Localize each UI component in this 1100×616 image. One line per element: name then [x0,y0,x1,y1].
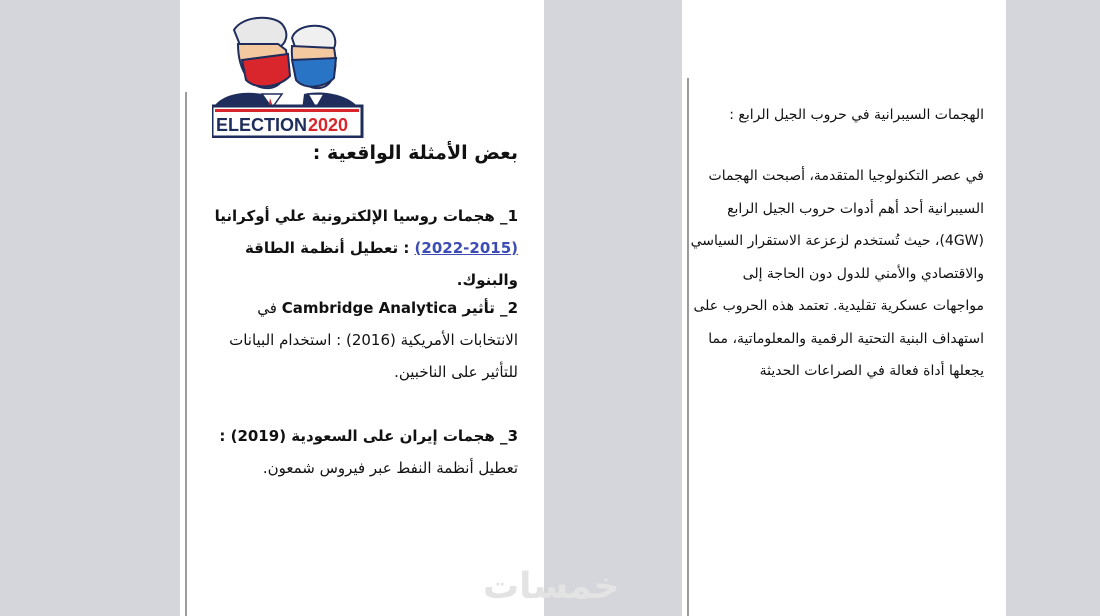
section-title: الهجمات السيبرانية في حروب الجيل الرابع : [729,107,984,123]
example-item-2 [198,292,518,388]
example-2-detail: في الانتخابات الأمريكية (2016) : استخدام البيانات للتأثير على الناخبين. [229,299,518,381]
example-3-detail: تعطيل أنظمة النفط عبر فيروس شمعون. [262,459,518,477]
logo-year: 2020 [308,115,349,135]
left-page [180,0,544,616]
example-2-prefix: 2_ تأثير [457,299,518,317]
site-watermark: خمسات [483,566,620,607]
election-2020-logo [212,14,364,138]
example-3-title: 3_ هجمات إيران على السعودية (2019) : [219,427,518,445]
section-body: في عصر التكنولوجيا المتقدمة، أصبحت الهجمات السيبرانية أحد أهم أدوات حروب الجيل الرابع (4GW)، حيث تُستخدم لزعزعة الاستقرار السياسي والاقتصادي والأمني للدول دون الحاجة إلى مواجهات عسكرية تقليدية. تعتمد هذه الحروب على استهداف البنية التحتية الرقمية والمعلوماتية، مما يجعلها أداة فعالة في الصراعات الحديثة [690,168,984,379]
right-page [682,0,1006,616]
example-1-text: 1_ هجمات روسيا الإلكترونية علي أوكرانيا [214,207,518,225]
example-2-company: Cambridge Analytica [281,299,458,317]
examples-heading: بعض الأمثلة الواقعية : [312,142,518,164]
example-item-1 [198,200,518,296]
example-1-detail: : تعطيل أنظمة الطاقة والبنوك. [244,239,518,289]
page-edge-line [185,92,187,616]
example-item-3 [198,420,518,484]
logo-text: ELECTION [216,115,308,135]
example-1-years-link[interactable]: (2022-2015) [414,239,518,257]
